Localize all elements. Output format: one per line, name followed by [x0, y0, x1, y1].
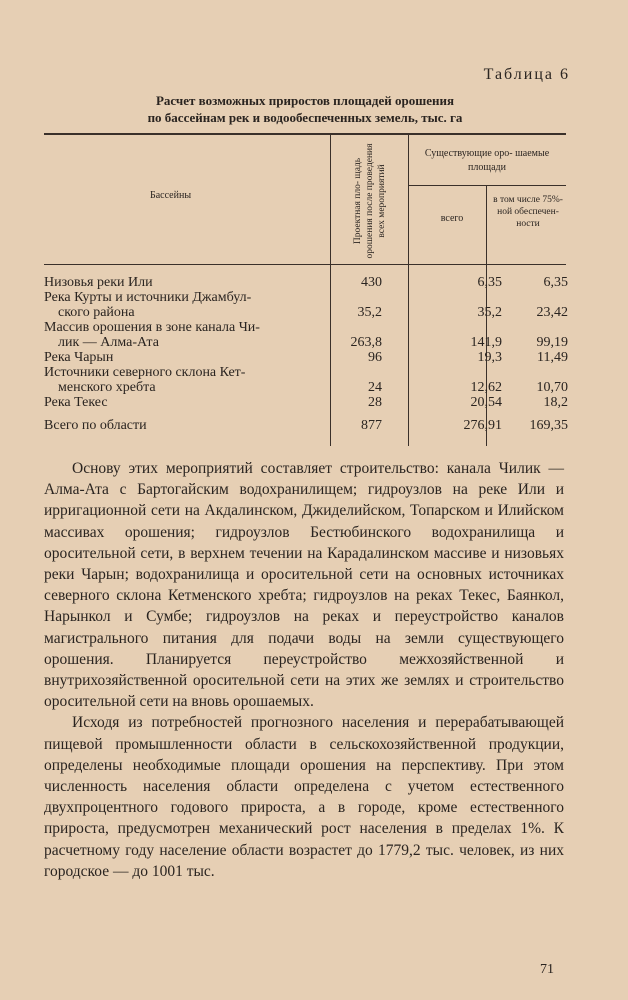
- cell-secured: 23,42: [536, 305, 568, 320]
- table-body: [44, 275, 568, 433]
- cell-projected: 430: [361, 275, 382, 290]
- cell-total: 19,3: [477, 350, 502, 365]
- table-row: [44, 275, 568, 290]
- table-row: [44, 350, 568, 365]
- page-number: 71: [540, 962, 554, 977]
- row-name: Река Текес: [44, 395, 108, 410]
- cell-secured: 99,19: [536, 335, 568, 350]
- cell-projected: 263,8: [350, 335, 382, 350]
- table-row-total: [44, 418, 568, 433]
- row-name: Источники северного склона Кет-: [44, 365, 246, 380]
- table-row: [44, 290, 568, 320]
- header-total: всего: [440, 213, 464, 224]
- table-title: [90, 92, 520, 126]
- cell-total: 6,35: [477, 275, 502, 290]
- existing-header-rule: [409, 185, 566, 186]
- table-row: [44, 365, 568, 395]
- row-name-cont: ского района: [58, 305, 135, 320]
- cell-total: 12,62: [470, 380, 502, 395]
- cell-total: 141,9: [470, 335, 502, 350]
- body-text: [44, 458, 564, 882]
- header-existing: Существующие оро- шаемые площади: [424, 148, 550, 173]
- cell-secured: 10,70: [536, 380, 568, 395]
- cell-total: 276,91: [463, 418, 502, 433]
- cell-projected: 35,2: [357, 305, 382, 320]
- table-row: [44, 320, 568, 350]
- cell-projected: 28: [368, 395, 382, 410]
- paragraph: Исходя из потребностей прогнозного населения и перерабатывающей пищевой промышленности области в сельскохозяйственной продукции, определены необходимые площади орошения на перспективу. При этом численность населения области определена с учетом естественного двухпроцентного годового прироста, а в городе, кроме естественного прироста, предусмотрен механический рост населения в пределах 1%. К расчетному году население области возрастет до 1779,2 тыс. человек, из них городское — до 1001 тыс.: [44, 714, 564, 880]
- table-header-bottom-rule: [44, 264, 566, 265]
- cell-projected: 96: [368, 350, 382, 365]
- table-row: [44, 395, 568, 410]
- table-title-line2: по бассейнам рек и водообеспеченных земель, тыс. га: [147, 110, 463, 125]
- table-top-rule: [44, 133, 566, 135]
- row-name: Река Курты и источники Джамбул-: [44, 290, 252, 305]
- row-name-cont: менского хребта: [58, 380, 156, 395]
- header-secured: в том числе 75%-ной обеспечен- ности: [493, 195, 563, 229]
- cell-secured: 18,2: [543, 395, 568, 410]
- cell-total: 20,54: [470, 395, 502, 410]
- cell-projected: 24: [368, 380, 382, 395]
- header-projected-text: Проектная пло- щадь орошения после проведения всех мероприятий: [353, 143, 387, 259]
- row-name: Массив орошения в зоне канала Чи-: [44, 320, 260, 335]
- row-name: Река Чарын: [44, 350, 114, 365]
- header-projected: [338, 140, 402, 262]
- row-name-cont: лик — Алма-Ата: [58, 335, 159, 350]
- header-basins: Бассейны: [150, 190, 192, 201]
- paragraph: Основу этих мероприятий составляет строительство: канала Чилик — Алма-Ата с Бартогайским водохранилищем; гидроузлов на реке Или и ирригационной сети на Акдалинском, Джиделийском, Топарском и Илийском массивах орошения; гидроузлов Бестюбинского водохранилища и оросительной сети, в верхнем течении на Карадалинском массиве и низовьях реки Чарын; водохранилища и оросительной сети на основных источниках северного склона Кетменского хребта; гидроузлов на реках Текес, Баянкол, Нарынкол и Сумбе; гидроузлов на реках и переустройство каналов магистрального питания для подачи воды на земли существующего орошения. Планируется переустройство межхозяйственной и внутрихозяйственной оросительной сети на этих же землях и строительство оросительной сети на вновь орошаемых.: [44, 460, 564, 711]
- table-label: Таблица 6: [483, 66, 570, 83]
- row-name: Низовья реки Или: [44, 275, 153, 290]
- cell-secured: 11,49: [537, 350, 568, 365]
- table-title-line1: Расчет возможных приростов площадей орошения: [155, 93, 455, 108]
- cell-projected: 877: [361, 418, 382, 433]
- cell-total: 35,2: [477, 305, 502, 320]
- row-name: Всего по области: [44, 418, 147, 433]
- cell-secured: 169,35: [529, 418, 568, 433]
- cell-secured: 6,35: [543, 275, 568, 290]
